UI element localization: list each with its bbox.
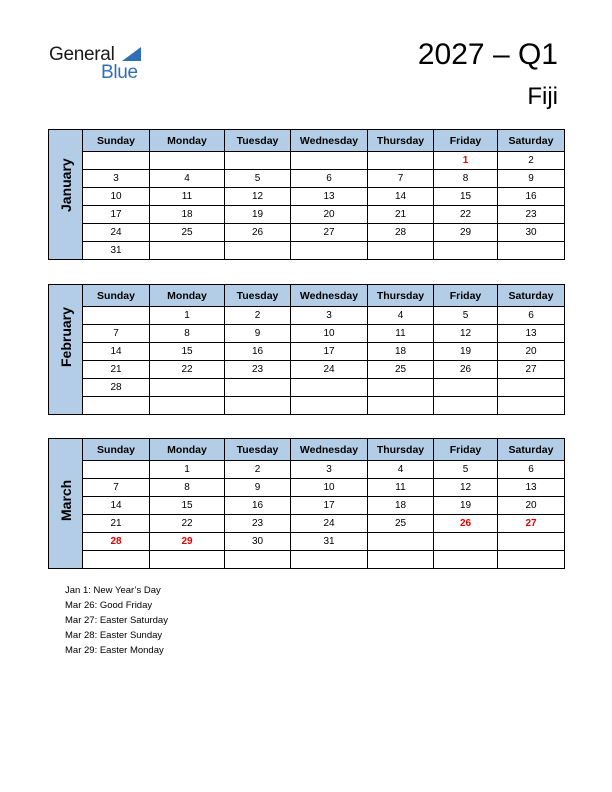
day-cell: 23 [498,206,565,224]
day-cell [150,397,225,415]
day-cell: 10 [83,188,150,206]
day-cell: 30 [225,533,291,551]
day-cell: 19 [225,206,291,224]
day-cell: 17 [291,343,368,361]
week-row [49,152,565,170]
weekday-header: Monday [150,130,225,152]
day-cell: 9 [225,325,291,343]
day-cell: 24 [83,224,150,242]
day-cell [83,152,150,170]
week-row [49,307,565,325]
day-cell: 19 [434,497,498,515]
day-cell: 21 [83,361,150,379]
day-cell [291,242,368,260]
day-cell [291,152,368,170]
country-name: Fiji [527,83,558,110]
day-cell: 1 [150,461,225,479]
day-cell: 13 [498,325,565,343]
day-cell: 8 [150,325,225,343]
calendar-table [48,438,565,569]
day-cell: 25 [368,515,434,533]
day-cell [498,397,565,415]
month-name: February [58,306,74,367]
month-name: March [58,479,74,521]
day-cell: 29 [150,533,225,551]
day-cell [368,551,434,569]
day-cell: 29 [434,224,498,242]
day-cell: 18 [368,497,434,515]
day-cell: 13 [498,479,565,497]
day-cell: 11 [150,188,225,206]
day-cell: 22 [434,206,498,224]
weekday-header: Thursday [368,439,434,461]
day-cell: 18 [368,343,434,361]
month-calendar-january [48,129,564,260]
week-row [49,397,565,415]
holiday-note: Mar 27: Easter Saturday [65,615,168,626]
weekday-header: Sunday [83,285,150,307]
day-cell: 7 [368,170,434,188]
day-cell: 21 [368,206,434,224]
day-cell [434,397,498,415]
weekday-header: Tuesday [225,285,291,307]
day-cell: 18 [150,206,225,224]
day-cell [225,379,291,397]
weekday-header: Wednesday [291,285,368,307]
day-cell: 2 [225,461,291,479]
weekday-header: Thursday [368,130,434,152]
day-cell: 14 [83,497,150,515]
day-cell [150,242,225,260]
weekday-header: Saturday [498,130,565,152]
week-row [49,325,565,343]
weekday-header: Friday [434,285,498,307]
day-cell: 16 [225,343,291,361]
day-cell: 26 [434,515,498,533]
week-row [49,461,565,479]
month-label-cell [49,439,83,569]
day-cell: 5 [225,170,291,188]
week-row [49,206,565,224]
logo-word-blue: Blue [101,62,138,83]
weekday-header: Tuesday [225,130,291,152]
weekday-header: Tuesday [225,439,291,461]
calendar-table [48,284,565,415]
day-cell: 22 [150,361,225,379]
day-cell: 12 [434,479,498,497]
day-cell: 20 [498,497,565,515]
day-cell: 17 [291,497,368,515]
day-cell [434,533,498,551]
month-calendar-march [48,438,564,569]
month-calendar-february [48,284,564,415]
day-cell [498,242,565,260]
day-cell: 25 [150,224,225,242]
day-cell: 3 [291,461,368,479]
holiday-note: Mar 28: Easter Sunday [65,630,163,641]
day-cell: 21 [83,515,150,533]
day-cell [150,152,225,170]
day-cell: 6 [498,461,565,479]
day-cell: 19 [434,343,498,361]
day-cell: 15 [150,343,225,361]
day-cell: 24 [291,361,368,379]
holiday-note: Mar 26: Good Friday [65,600,153,611]
day-cell [368,242,434,260]
logo-word-general: General [49,44,115,65]
weekday-header: Sunday [83,439,150,461]
weekday-header: Friday [434,439,498,461]
day-cell: 28 [83,533,150,551]
day-cell [291,397,368,415]
day-cell: 5 [434,307,498,325]
day-cell [368,397,434,415]
day-cell: 11 [368,325,434,343]
day-cell: 14 [83,343,150,361]
day-cell: 9 [498,170,565,188]
day-cell [83,397,150,415]
day-cell [225,242,291,260]
day-cell: 31 [83,242,150,260]
day-cell: 1 [150,307,225,325]
day-cell: 10 [291,479,368,497]
day-cell: 16 [498,188,565,206]
day-cell: 25 [368,361,434,379]
day-cell [150,551,225,569]
day-cell: 4 [150,170,225,188]
week-row [49,379,565,397]
calendar-table [48,129,565,260]
weekday-header: Monday [150,439,225,461]
week-row [49,224,565,242]
day-cell [83,307,150,325]
day-cell: 23 [225,515,291,533]
day-cell: 15 [434,188,498,206]
day-cell: 1 [434,152,498,170]
week-row [49,551,565,569]
holiday-note: Mar 29: Easter Monday [65,645,164,656]
day-cell: 9 [225,479,291,497]
day-cell: 28 [368,224,434,242]
weekday-header: Monday [150,285,225,307]
day-cell [368,379,434,397]
day-cell: 27 [498,515,565,533]
week-row [49,361,565,379]
day-cell: 31 [291,533,368,551]
day-cell: 4 [368,461,434,479]
day-cell: 5 [434,461,498,479]
week-row [49,533,565,551]
day-cell [225,152,291,170]
weekday-header: Saturday [498,285,565,307]
weekday-header: Friday [434,130,498,152]
week-row [49,242,565,260]
week-row [49,515,565,533]
weekday-header: Sunday [83,130,150,152]
holiday-notes [65,583,168,658]
day-cell: 27 [498,361,565,379]
day-cell: 16 [225,497,291,515]
month-label-cell [49,285,83,415]
day-cell [291,551,368,569]
weekday-header: Wednesday [291,130,368,152]
weekday-header: Thursday [368,285,434,307]
day-cell [434,379,498,397]
generalblue-logo [49,44,149,84]
day-cell: 20 [498,343,565,361]
logo-triangle-icon [122,47,141,61]
day-cell: 27 [291,224,368,242]
day-cell: 14 [368,188,434,206]
day-cell: 26 [434,361,498,379]
day-cell [498,379,565,397]
day-cell [368,152,434,170]
day-cell: 4 [368,307,434,325]
day-cell: 10 [291,325,368,343]
day-cell: 20 [291,206,368,224]
month-name: January [58,157,74,212]
day-cell [225,551,291,569]
day-cell [434,551,498,569]
page-title: 2027 – Q1 [417,38,558,71]
day-cell [150,379,225,397]
day-cell: 30 [498,224,565,242]
day-cell: 2 [498,152,565,170]
day-cell: 6 [291,170,368,188]
day-cell: 7 [83,325,150,343]
day-cell [83,461,150,479]
week-row [49,479,565,497]
week-row [49,170,565,188]
day-cell: 8 [150,479,225,497]
day-cell [83,551,150,569]
day-cell: 7 [83,479,150,497]
day-cell: 23 [225,361,291,379]
month-label-cell [49,130,83,260]
day-cell: 6 [498,307,565,325]
weekday-header: Saturday [498,439,565,461]
day-cell [498,533,565,551]
day-cell: 22 [150,515,225,533]
day-cell: 8 [434,170,498,188]
day-cell [225,397,291,415]
day-cell: 26 [225,224,291,242]
day-cell: 2 [225,307,291,325]
day-cell: 28 [83,379,150,397]
day-cell: 15 [150,497,225,515]
week-row [49,497,565,515]
week-row [49,343,565,361]
day-cell: 3 [291,307,368,325]
day-cell: 12 [225,188,291,206]
day-cell: 24 [291,515,368,533]
day-cell: 13 [291,188,368,206]
day-cell: 3 [83,170,150,188]
day-cell: 11 [368,479,434,497]
day-cell [434,242,498,260]
day-cell: 17 [83,206,150,224]
holiday-note: Jan 1: New Year’s Day [65,585,161,596]
day-cell [291,379,368,397]
week-row [49,188,565,206]
day-cell [368,533,434,551]
day-cell: 12 [434,325,498,343]
day-cell [498,551,565,569]
weekday-header: Wednesday [291,439,368,461]
